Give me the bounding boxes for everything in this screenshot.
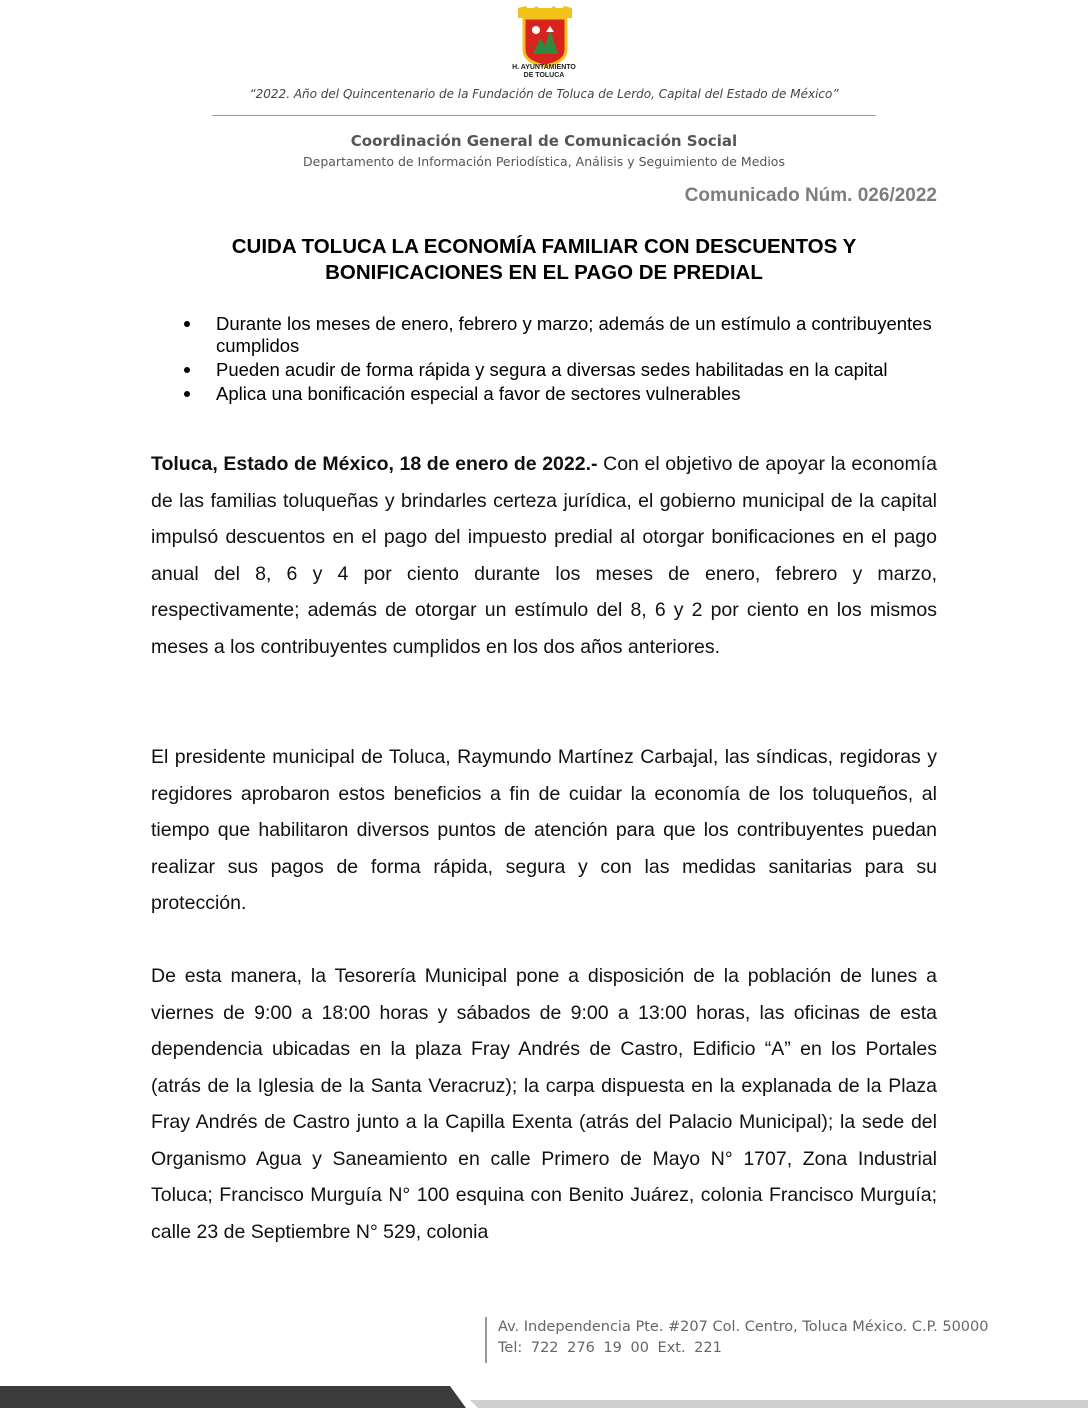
department-subtitle: Departamento de Información Periodística, Análisis y Seguimiento de Medios [303,154,785,169]
emblem-caption [496,64,592,80]
emblem-caption-line2: DE TOLUCA [523,72,565,79]
footer-phone: Tel: 722 276 19 00 Ext. 221 [498,1340,722,1356]
bullet-item [182,359,942,381]
bullet-text: Durante los meses de enero, febrero y marzo; además de un estímulo a contribuyentes cumplidos [216,313,932,356]
coordination-title: Coordinación General de Comunicación Social [350,132,738,150]
bullet-dot-icon [184,321,190,327]
paragraph-1 [151,446,937,665]
bullet-dot-icon [184,391,190,397]
emblem-caption-line1: H. AYUNTAMIENTO [512,64,576,71]
release-number: Comunicado Núm. 026/2022 [684,185,937,206]
paragraph-1-text: Con el objetivo de apoyar la economía de las familias toluqueñas y brindarles certeza jurídica, el gobierno municipal de la capital impulsó descuentos en el pago del impuesto predial al otorgar bonificaciones en el pago anual del 8, 6 y 4 por ciento durante los meses de enero, febrero y marzo, respectivamente; además de otorgar un estímulo del 8, 6 y 2 por ciento en los mismos meses a los contribuyentes cumplidos en los dos años anteriores. [151,453,938,658]
bullet-item [182,383,942,405]
bullet-dot-icon [184,367,190,373]
header-divider [212,115,876,116]
paragraph-2: El presidente municipal de Toluca, Raymundo Martínez Carbajal, las síndicas, regidoras y regidores aprobaron estos beneficios a fin de cuidar la economía de los toluqueños, al tiempo que habilitaron diversos puntos de atención para que los contribuyentes puedan realizar sus pagos de forma rápida, segura y con las medidas sanitarias para su protección. [151,746,937,914]
bottom-decorative-band [0,1386,1088,1408]
summary-bullets [182,313,942,407]
headline-line1: CUIDA TOLUCA LA ECONOMÍA FAMILIAR CON DESCUENTOS Y [231,235,857,258]
year-slogan: “2022. Año del Quincentenario de la Fundación de Toluca de Lerdo, Capital del Estado de México” [249,87,839,101]
paragraph-3: De esta manera, la Tesorería Municipal pone a disposición de la población de lunes a viernes de 9:00 a 18:00 horas y sábados de 9:00 a 13:00 horas, las oficinas de esta dependencia ubicadas en la plaza Fray Andrés de Castro, Edificio “A” en los Portales (atrás de la Iglesia de la Santa Veracruz); la carpa dispuesta en la explanada de la Plaza Fray Andrés de Castro junto a la Capilla Exenta (atrás del Palacio Municipal); la sede del Organismo Agua y Saneamiento en calle Primero de Mayo N° 1707, Zona Industrial Toluca; Francisco Murguía N° 100 esquina con Benito Juárez, colonia Francisco Murguía; calle 23 de Septiembre N° 529, colonia [151,965,937,1243]
bullet-text: Aplica una bonificación especial a favor de sectores vulnerables [216,383,741,404]
bullet-text: Pueden acudir de forma rápida y segura a diversas sedes habilitadas en la capital [216,359,888,380]
footer-address: Av. Independencia Pte. #207 Col. Centro, Toluca México. C.P. 50000 [498,1319,989,1335]
headline [150,234,938,286]
bullet-item [182,313,942,357]
dateline: Toluca, Estado de México, 18 de enero de 2022.- [151,453,598,475]
footer-divider [485,1317,487,1363]
headline-line2: BONIFICACIONES EN EL PAGO DE PREDIAL [325,261,763,284]
